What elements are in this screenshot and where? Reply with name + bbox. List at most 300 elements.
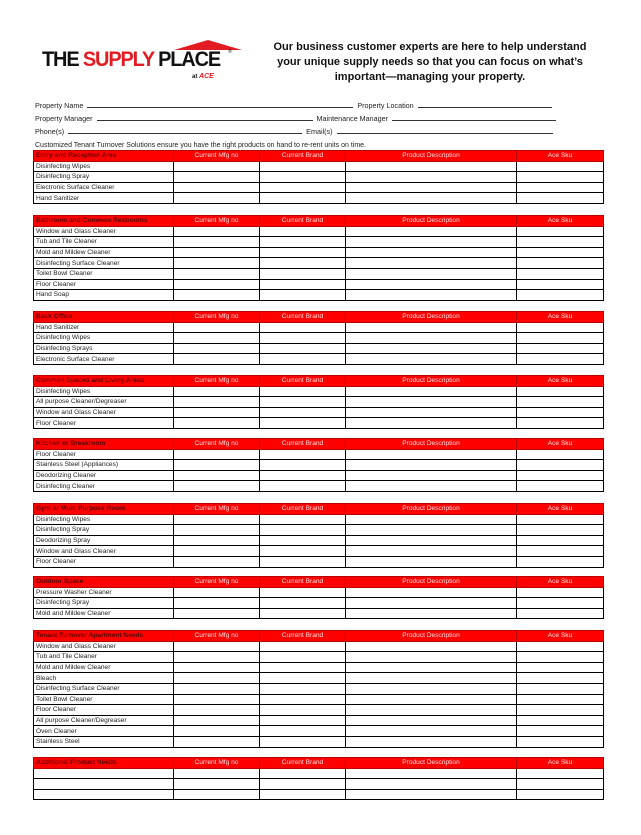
section-title: Kitchen or Breakroom	[34, 439, 174, 450]
current-brand-cell[interactable]	[260, 652, 346, 663]
current-brand-header: Current Brand	[260, 504, 346, 515]
current-mfg-no-cell[interactable]	[174, 779, 260, 790]
current-brand-cell[interactable]	[260, 779, 346, 790]
table-row	[34, 779, 604, 790]
ace-sku-header: Ace Sku	[517, 439, 604, 450]
table-row	[34, 290, 604, 301]
current-mfg-no-cell[interactable]	[174, 182, 260, 193]
current-brand-cell[interactable]	[260, 662, 346, 673]
table-row	[34, 641, 604, 652]
ace-sku-cell[interactable]	[517, 641, 604, 652]
current-brand-header: Current Brand	[260, 216, 346, 227]
logo-sub-prefix: at	[192, 74, 198, 80]
current-brand-cell[interactable]	[260, 481, 346, 492]
current-brand-header: Current Brand	[260, 758, 346, 769]
current-brand-cell[interactable]	[260, 768, 346, 779]
table-row	[34, 535, 604, 546]
section-title: Back Office	[34, 312, 174, 323]
product-item-label[interactable]	[34, 768, 174, 779]
ace-sku-cell[interactable]	[517, 237, 604, 248]
current-mfg-no-cell[interactable]	[174, 683, 260, 694]
table-row	[34, 172, 604, 183]
product-description-cell[interactable]	[346, 652, 517, 663]
product-description-cell[interactable]	[346, 779, 517, 790]
product-description-cell[interactable]	[346, 715, 517, 726]
ace-sku-cell[interactable]	[517, 470, 604, 481]
current-mfg-no-cell[interactable]	[174, 343, 260, 354]
current-mfg-no-cell[interactable]	[174, 705, 260, 716]
current-mfg-no-cell[interactable]	[174, 726, 260, 737]
ace-sku-cell[interactable]	[517, 789, 604, 800]
product-description-cell[interactable]	[346, 193, 517, 204]
current-mfg-no-cell[interactable]	[174, 556, 260, 567]
current-brand-cell[interactable]	[260, 258, 346, 269]
current-mfg-no-cell[interactable]	[174, 354, 260, 365]
product-item-label: Disinfecting Wipes	[34, 386, 174, 397]
section-table	[33, 438, 604, 492]
ace-sku-cell[interactable]	[517, 449, 604, 460]
ace-sku-cell[interactable]	[517, 535, 604, 546]
current-brand-cell[interactable]	[260, 247, 346, 258]
current-mfg-no-cell[interactable]	[174, 598, 260, 609]
ace-sku-cell[interactable]	[517, 226, 604, 237]
current-mfg-no-cell[interactable]	[174, 247, 260, 258]
product-description-cell[interactable]	[346, 460, 517, 471]
ace-sku-cell[interactable]	[517, 598, 604, 609]
current-mfg-no-cell[interactable]	[174, 715, 260, 726]
product-description-cell[interactable]	[346, 608, 517, 619]
current-mfg-no-cell[interactable]	[174, 290, 260, 301]
intro-text: Customized Tenant Turnover Solutions ensure you have the right products on hand to re-rent units on time.	[35, 142, 367, 149]
ace-sku-cell[interactable]	[517, 182, 604, 193]
ace-sku-cell[interactable]	[517, 333, 604, 344]
current-brand-cell[interactable]	[260, 535, 346, 546]
current-brand-cell[interactable]	[260, 460, 346, 471]
section-header-row	[34, 376, 604, 387]
table-row	[34, 662, 604, 673]
product-item-label: Deodorizing Spray	[34, 535, 174, 546]
product-description-header: Product Description	[346, 376, 517, 387]
current-brand-cell[interactable]	[260, 418, 346, 429]
section-table	[33, 215, 604, 301]
current-mfg-no-cell[interactable]	[174, 535, 260, 546]
field-row-2	[35, 112, 558, 125]
table-row	[34, 322, 604, 333]
product-item-label: Hand Sanitizer	[34, 193, 174, 204]
current-brand-cell[interactable]	[260, 386, 346, 397]
product-description-cell[interactable]	[346, 525, 517, 536]
current-mfg-no-cell[interactable]	[174, 514, 260, 525]
ace-sku-cell[interactable]	[517, 322, 604, 333]
current-brand-cell[interactable]	[260, 587, 346, 598]
product-description-cell[interactable]	[346, 556, 517, 567]
ace-sku-cell[interactable]	[517, 172, 604, 183]
product-description-cell[interactable]	[346, 514, 517, 525]
product-description-cell[interactable]	[346, 226, 517, 237]
ace-sku-cell[interactable]	[517, 290, 604, 301]
ace-sku-cell[interactable]	[517, 768, 604, 779]
phones-field[interactable]	[68, 125, 302, 134]
current-brand-cell[interactable]	[260, 726, 346, 737]
current-mfg-no-cell[interactable]	[174, 407, 260, 418]
product-item-label: Electronic Surface Cleaner	[34, 354, 174, 365]
product-item-label: All purpose Cleaner/Degreaser	[34, 397, 174, 408]
current-mfg-no-header: Current Mfg no	[174, 631, 260, 642]
product-item-label: Toilet Bowl Cleaner	[34, 694, 174, 705]
section-title: Additional Product Needs	[34, 758, 174, 769]
product-description-cell[interactable]	[346, 662, 517, 673]
current-brand-cell[interactable]	[260, 514, 346, 525]
current-brand-cell[interactable]	[260, 683, 346, 694]
current-mfg-no-cell[interactable]	[174, 587, 260, 598]
ace-sku-header: Ace Sku	[517, 376, 604, 387]
phones-label: Phone(s)	[35, 127, 65, 136]
current-brand-cell[interactable]	[260, 715, 346, 726]
product-item-label: Deodorizing Cleaner	[34, 470, 174, 481]
ace-sku-cell[interactable]	[517, 736, 604, 747]
ace-sku-cell[interactable]	[517, 343, 604, 354]
logo-subtitle	[192, 73, 214, 80]
table-row	[34, 736, 604, 747]
table-row	[34, 598, 604, 609]
table-row	[34, 705, 604, 716]
table-row	[34, 343, 604, 354]
emails-label: Email(s)	[306, 127, 333, 136]
current-brand-cell[interactable]	[260, 322, 346, 333]
section-table	[33, 757, 604, 800]
product-item-label: Disinfecting Sprays	[34, 343, 174, 354]
current-brand-cell[interactable]	[260, 598, 346, 609]
ace-sku-cell[interactable]	[517, 705, 604, 716]
ace-sku-header: Ace Sku	[517, 312, 604, 323]
current-mfg-no-cell[interactable]	[174, 386, 260, 397]
ace-sku-cell[interactable]	[517, 268, 604, 279]
current-brand-cell[interactable]	[260, 279, 346, 290]
logo-word-place: PLACE	[158, 48, 221, 71]
product-item-label: Disinfecting Surface Cleaner	[34, 683, 174, 694]
current-brand-cell[interactable]	[260, 608, 346, 619]
ace-sku-cell[interactable]	[517, 662, 604, 673]
ace-sku-cell[interactable]	[517, 673, 604, 684]
table-row	[34, 247, 604, 258]
ace-sku-cell[interactable]	[517, 460, 604, 471]
current-brand-cell[interactable]	[260, 290, 346, 301]
ace-sku-cell[interactable]	[517, 715, 604, 726]
logo	[42, 40, 232, 90]
ace-brand: ACE	[199, 73, 214, 80]
product-description-header: Product Description	[346, 758, 517, 769]
table-row	[34, 407, 604, 418]
product-description-cell[interactable]	[346, 268, 517, 279]
current-brand-cell[interactable]	[260, 397, 346, 408]
current-brand-header: Current Brand	[260, 312, 346, 323]
current-brand-cell[interactable]	[260, 182, 346, 193]
current-brand-cell[interactable]	[260, 333, 346, 344]
product-description-cell[interactable]	[346, 481, 517, 492]
ace-sku-header: Ace Sku	[517, 216, 604, 227]
product-item-label: Stainless Steel	[34, 736, 174, 747]
current-brand-cell[interactable]	[260, 354, 346, 365]
current-mfg-no-cell[interactable]	[174, 397, 260, 408]
product-item-label: Oven Cleaner	[34, 726, 174, 737]
product-item-label: Mold and Mildew Cleaner	[34, 662, 174, 673]
ace-sku-cell[interactable]	[517, 161, 604, 172]
table-row	[34, 525, 604, 536]
ace-sku-cell[interactable]	[517, 546, 604, 557]
current-mfg-no-header: Current Mfg no	[174, 376, 260, 387]
current-mfg-no-cell[interactable]	[174, 608, 260, 619]
product-description-cell[interactable]	[346, 333, 517, 344]
current-mfg-no-cell[interactable]	[174, 662, 260, 673]
ace-sku-cell[interactable]	[517, 525, 604, 536]
product-description-cell[interactable]	[346, 768, 517, 779]
product-description-cell[interactable]	[346, 705, 517, 716]
current-brand-cell[interactable]	[260, 694, 346, 705]
section-title: Tenant Turnover Apartment Needs	[34, 631, 174, 642]
current-brand-header: Current Brand	[260, 577, 346, 588]
product-item-label: Floor Cleaner	[34, 449, 174, 460]
current-mfg-no-cell[interactable]	[174, 193, 260, 204]
property-manager-field[interactable]	[97, 112, 313, 121]
product-description-cell[interactable]	[346, 449, 517, 460]
product-item-label: Mold and Mildew Cleaner	[34, 247, 174, 258]
section-table	[33, 150, 604, 204]
field-row-1	[35, 99, 558, 112]
product-description-header: Product Description	[346, 439, 517, 450]
table-row	[34, 268, 604, 279]
section-table	[33, 503, 604, 568]
current-brand-cell[interactable]	[260, 789, 346, 800]
current-brand-cell[interactable]	[260, 449, 346, 460]
product-description-cell[interactable]	[346, 258, 517, 269]
ace-sku-cell[interactable]	[517, 556, 604, 567]
ace-sku-cell[interactable]	[517, 726, 604, 737]
current-mfg-no-cell[interactable]	[174, 546, 260, 557]
product-description-cell[interactable]	[346, 587, 517, 598]
product-description-cell[interactable]	[346, 182, 517, 193]
ace-sku-cell[interactable]	[517, 279, 604, 290]
current-brand-cell[interactable]	[260, 673, 346, 684]
ace-sku-cell[interactable]	[517, 652, 604, 663]
current-mfg-no-header: Current Mfg no	[174, 216, 260, 227]
product-description-cell[interactable]	[346, 789, 517, 800]
current-mfg-no-cell[interactable]	[174, 279, 260, 290]
product-description-cell[interactable]	[346, 418, 517, 429]
current-mfg-no-cell[interactable]	[174, 652, 260, 663]
maintenance-manager-label: Maintenance Manager	[316, 114, 389, 123]
product-description-cell[interactable]	[346, 386, 517, 397]
ace-sku-cell[interactable]	[517, 354, 604, 365]
product-description-cell[interactable]	[346, 279, 517, 290]
current-mfg-no-cell[interactable]	[174, 736, 260, 747]
current-mfg-no-cell[interactable]	[174, 418, 260, 429]
section-header-row	[34, 151, 604, 162]
product-description-cell[interactable]	[346, 247, 517, 258]
product-description-cell[interactable]	[346, 343, 517, 354]
ace-sku-cell[interactable]	[517, 779, 604, 790]
ace-sku-header: Ace Sku	[517, 577, 604, 588]
product-description-cell[interactable]	[346, 673, 517, 684]
property-manager-label: Property Manager	[35, 114, 93, 123]
property-name-label: Property Name	[35, 101, 84, 110]
table-row	[34, 514, 604, 525]
ace-sku-cell[interactable]	[517, 258, 604, 269]
product-item-label: Window and Glass Cleaner	[34, 641, 174, 652]
current-mfg-no-cell[interactable]	[174, 481, 260, 492]
product-description-cell[interactable]	[346, 641, 517, 652]
product-item-label[interactable]	[34, 779, 174, 790]
current-mfg-no-cell[interactable]	[174, 525, 260, 536]
product-description-cell[interactable]	[346, 172, 517, 183]
product-description-header: Product Description	[346, 504, 517, 515]
current-mfg-no-cell[interactable]	[174, 694, 260, 705]
table-row	[34, 546, 604, 557]
current-mfg-no-cell[interactable]	[174, 333, 260, 344]
current-brand-cell[interactable]	[260, 736, 346, 747]
product-description-cell[interactable]	[346, 397, 517, 408]
current-brand-cell[interactable]	[260, 343, 346, 354]
product-description-cell[interactable]	[346, 598, 517, 609]
property-location-field[interactable]	[418, 99, 552, 108]
section-title: Gym or Multi Purpose Room	[34, 504, 174, 515]
section-title: Bathroom and Common Restrooms	[34, 216, 174, 227]
current-mfg-no-cell[interactable]	[174, 172, 260, 183]
section-header-row	[34, 504, 604, 515]
current-brand-header: Current Brand	[260, 376, 346, 387]
current-mfg-no-cell[interactable]	[174, 322, 260, 333]
table-row	[34, 449, 604, 460]
product-description-cell[interactable]	[346, 546, 517, 557]
ace-sku-cell[interactable]	[517, 481, 604, 492]
product-description-cell[interactable]	[346, 470, 517, 481]
table-row	[34, 193, 604, 204]
ace-sku-cell[interactable]	[517, 608, 604, 619]
field-row-3	[35, 125, 558, 138]
section-header-row	[34, 216, 604, 227]
current-brand-header: Current Brand	[260, 151, 346, 162]
section-title: Common Spaces and Living Areas	[34, 376, 174, 387]
current-brand-cell[interactable]	[260, 193, 346, 204]
tagline: Our business customer experts are here to help understand your unique supply needs so that you can focus on what’s important—managing your property.	[273, 41, 587, 83]
table-row	[34, 226, 604, 237]
current-brand-cell[interactable]	[260, 268, 346, 279]
product-description-cell[interactable]	[346, 683, 517, 694]
current-brand-cell[interactable]	[260, 525, 346, 536]
ace-sku-cell[interactable]	[517, 683, 604, 694]
product-item-label: Floor Cleaner	[34, 705, 174, 716]
product-item-label: Disinfecting Spray	[34, 598, 174, 609]
current-brand-cell[interactable]	[260, 161, 346, 172]
current-mfg-no-cell[interactable]	[174, 449, 260, 460]
current-brand-cell[interactable]	[260, 407, 346, 418]
product-item-label: Stainless Steel (Appliances)	[34, 460, 174, 471]
current-mfg-no-cell[interactable]	[174, 161, 260, 172]
logo-word-the: THE	[42, 48, 79, 71]
table-row	[34, 161, 604, 172]
table-row	[34, 237, 604, 248]
product-item-label: All purpose Cleaner/Degreaser	[34, 715, 174, 726]
table-row	[34, 587, 604, 598]
current-brand-cell[interactable]	[260, 705, 346, 716]
product-description-cell[interactable]	[346, 736, 517, 747]
maintenance-manager-field[interactable]	[392, 112, 556, 121]
section-title: Outdoor Space	[34, 577, 174, 588]
product-description-cell[interactable]	[346, 535, 517, 546]
current-brand-cell[interactable]	[260, 556, 346, 567]
current-brand-cell[interactable]	[260, 172, 346, 183]
product-item-label: Window and Glass Cleaner	[34, 407, 174, 418]
table-row	[34, 715, 604, 726]
product-description-cell[interactable]	[346, 161, 517, 172]
current-brand-cell[interactable]	[260, 226, 346, 237]
current-mfg-no-cell[interactable]	[174, 268, 260, 279]
product-description-cell[interactable]	[346, 726, 517, 737]
ace-sku-cell[interactable]	[517, 407, 604, 418]
current-brand-cell[interactable]	[260, 470, 346, 481]
ace-sku-cell[interactable]	[517, 587, 604, 598]
product-description-cell[interactable]	[346, 407, 517, 418]
current-brand-cell[interactable]	[260, 237, 346, 248]
current-brand-header: Current Brand	[260, 631, 346, 642]
table-row	[34, 333, 604, 344]
ace-sku-cell[interactable]	[517, 514, 604, 525]
section-header-row	[34, 312, 604, 323]
product-description-cell[interactable]	[346, 322, 517, 333]
table-row	[34, 556, 604, 567]
product-item-label: Floor Cleaner	[34, 556, 174, 567]
property-name-field[interactable]	[87, 99, 353, 108]
property-info-fields	[35, 99, 558, 138]
ace-sku-cell[interactable]	[517, 386, 604, 397]
ace-sku-cell[interactable]	[517, 418, 604, 429]
ace-sku-cell[interactable]	[517, 193, 604, 204]
current-mfg-no-cell[interactable]	[174, 673, 260, 684]
product-description-header: Product Description	[346, 216, 517, 227]
ace-sku-cell[interactable]	[517, 247, 604, 258]
current-mfg-no-cell[interactable]	[174, 641, 260, 652]
product-description-cell[interactable]	[346, 237, 517, 248]
product-item-label: Disinfecting Wipes	[34, 333, 174, 344]
product-description-cell[interactable]	[346, 354, 517, 365]
current-mfg-no-cell[interactable]	[174, 226, 260, 237]
emails-field[interactable]	[337, 125, 553, 134]
product-item-label: Mold and Mildew Cleaner	[34, 608, 174, 619]
table-row	[34, 608, 604, 619]
current-mfg-no-cell[interactable]	[174, 470, 260, 481]
ace-sku-cell[interactable]	[517, 397, 604, 408]
current-mfg-no-cell[interactable]	[174, 460, 260, 471]
product-item-label[interactable]	[34, 789, 174, 800]
product-description-cell[interactable]	[346, 290, 517, 301]
current-brand-cell[interactable]	[260, 546, 346, 557]
product-item-label: Hand Soap	[34, 290, 174, 301]
product-item-label: Disinfecting Spray	[34, 172, 174, 183]
product-item-label: Toilet Bowl Cleaner	[34, 268, 174, 279]
current-mfg-no-cell[interactable]	[174, 258, 260, 269]
current-mfg-no-header: Current Mfg no	[174, 758, 260, 769]
product-item-label: Tub and Tile Cleaner	[34, 237, 174, 248]
current-brand-cell[interactable]	[260, 641, 346, 652]
table-row	[34, 652, 604, 663]
product-item-label: Disinfecting Wipes	[34, 514, 174, 525]
current-mfg-no-cell[interactable]	[174, 237, 260, 248]
product-description-cell[interactable]	[346, 694, 517, 705]
current-mfg-no-cell[interactable]	[174, 789, 260, 800]
current-mfg-no-header: Current Mfg no	[174, 577, 260, 588]
current-mfg-no-cell[interactable]	[174, 768, 260, 779]
ace-sku-cell[interactable]	[517, 694, 604, 705]
product-item-label: Electronic Surface Cleaner	[34, 182, 174, 193]
